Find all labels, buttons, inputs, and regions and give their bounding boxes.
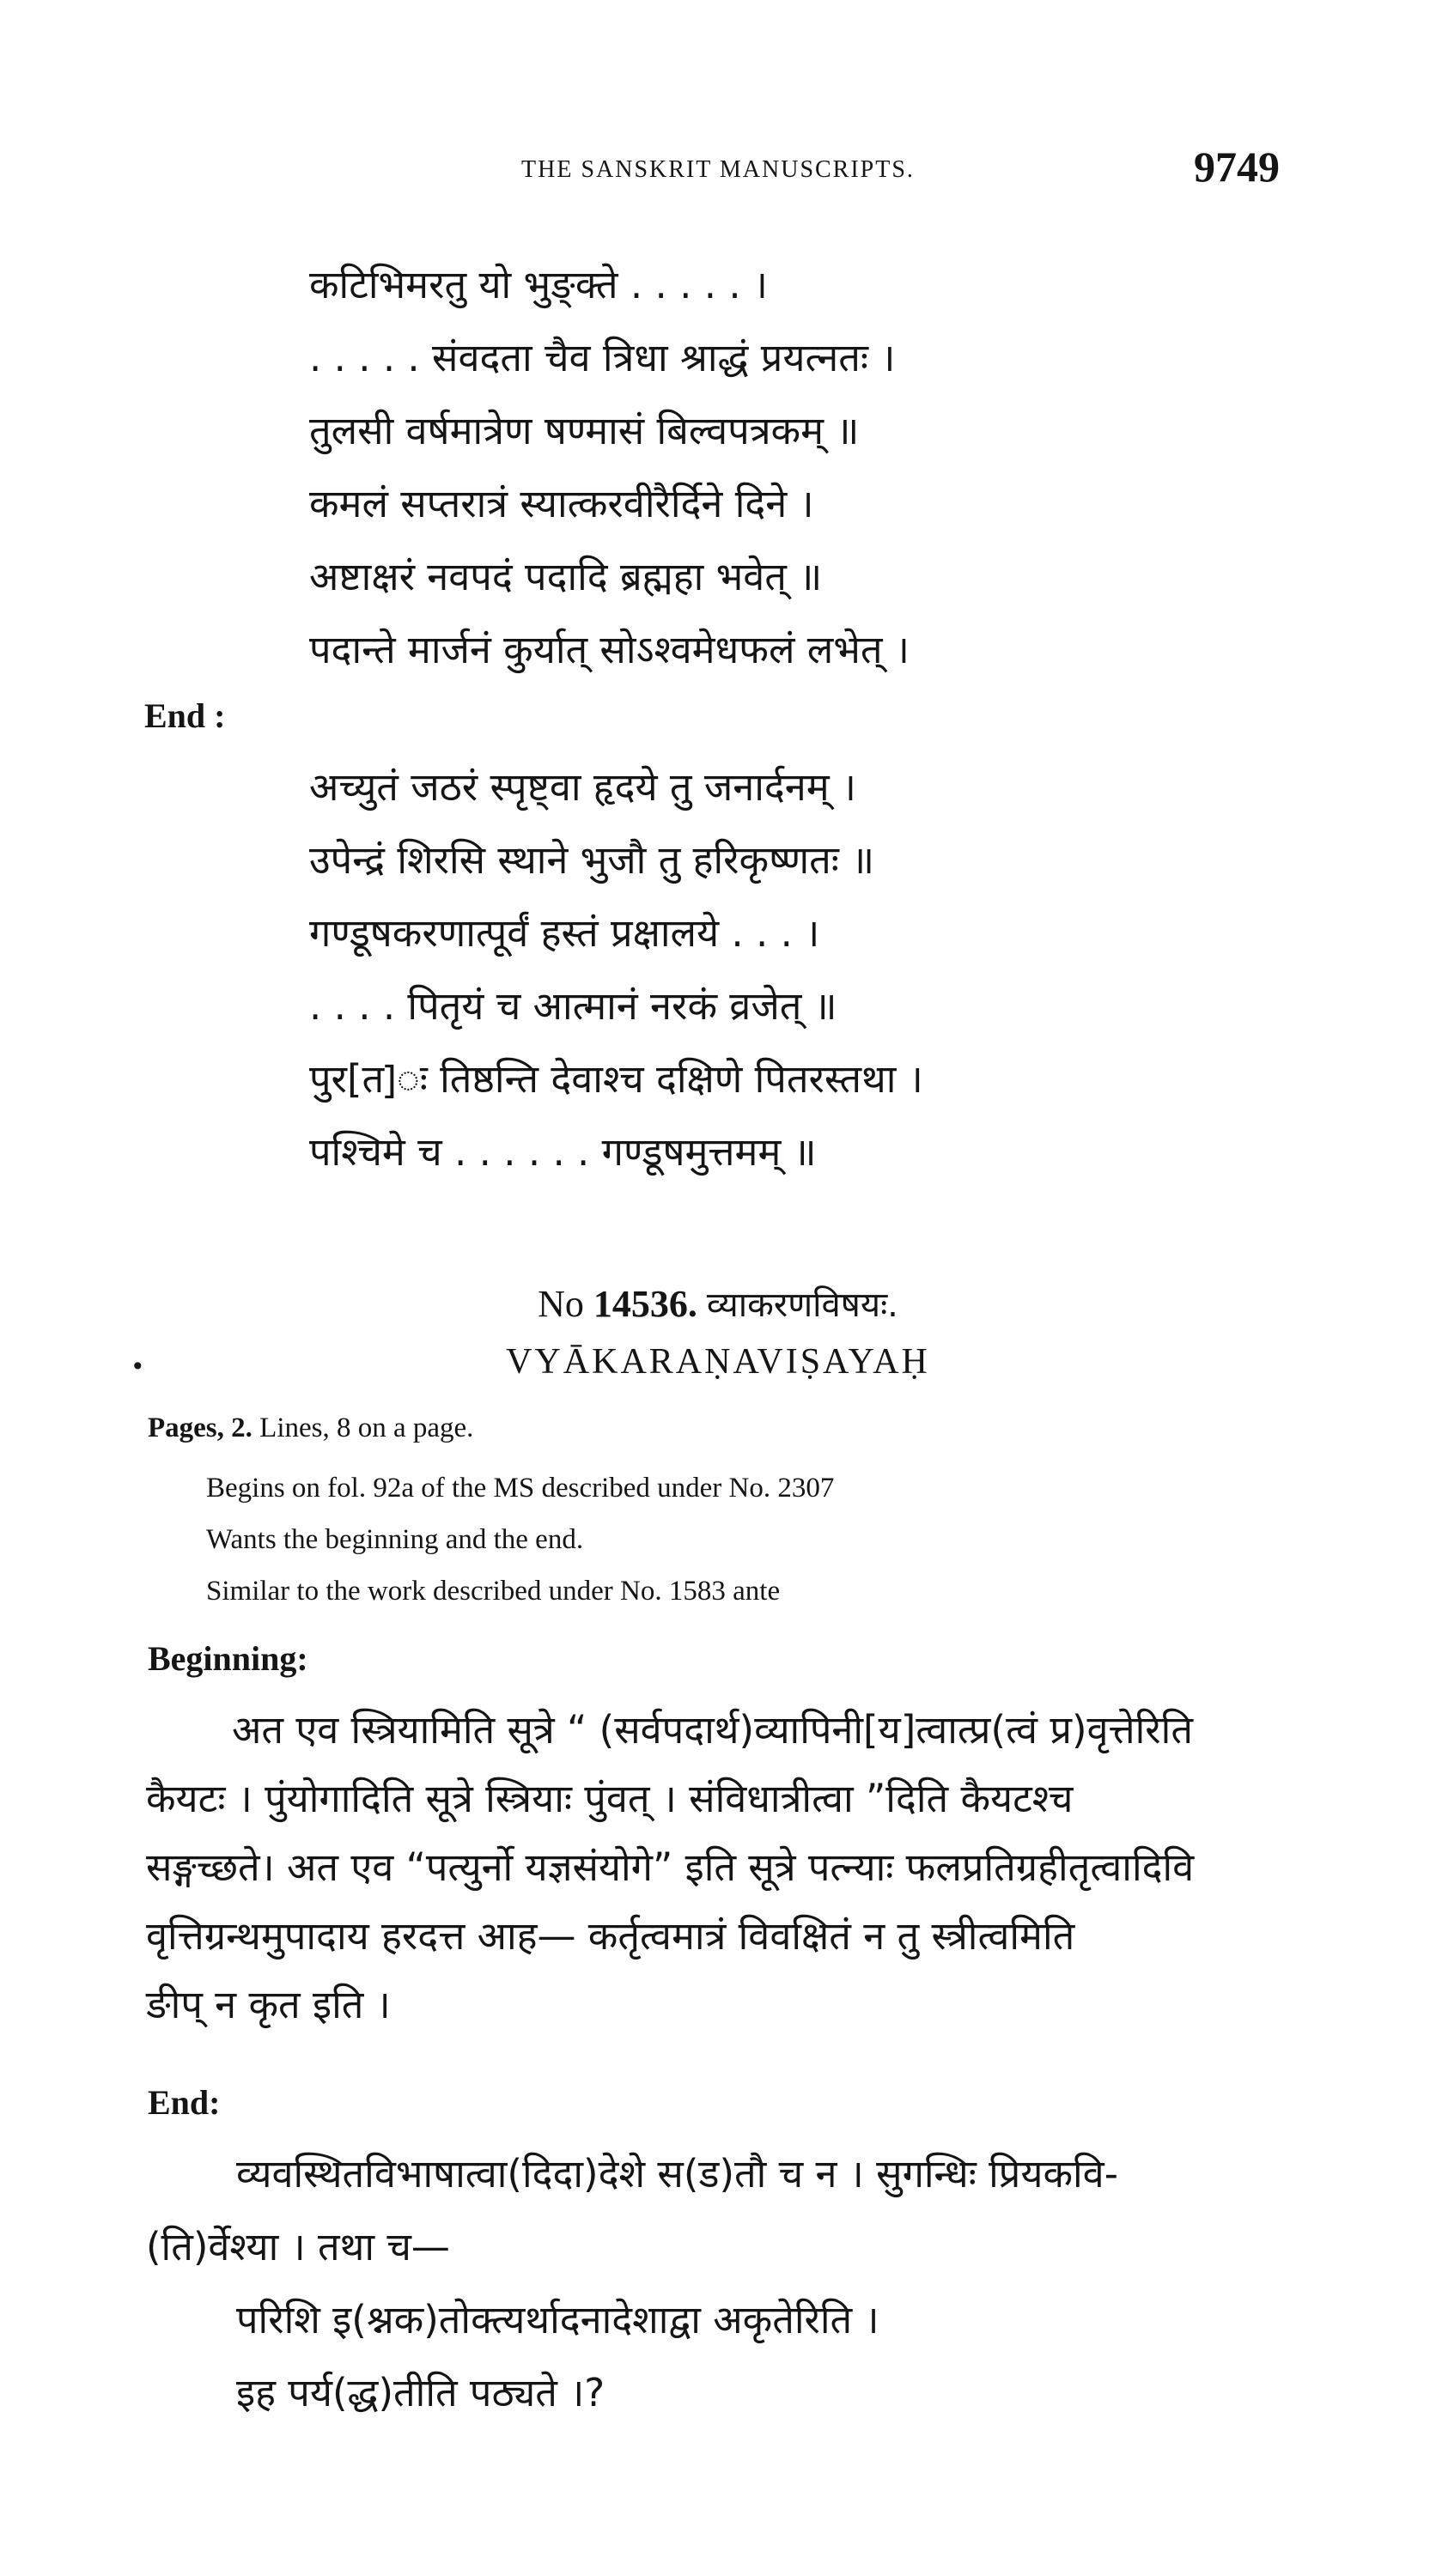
entry-number-prefix: No [538, 1283, 584, 1325]
entry-number: 14536. [593, 1283, 697, 1325]
beginning-paragraph [146, 1696, 1288, 2039]
verse-line: कटिभिमरतु यो भुङ्क्ते . . . . . । [309, 262, 768, 307]
bullet-mark: • [131, 1352, 145, 1381]
beginning-line: ङीप् न कृत इति । [146, 1982, 391, 2027]
beginning-line: सङ्गच्छते। अत एव “पत्युर्नो यज्ञसंयोगे” इति सूत्रे पत्न्याः फलप्रतिग्रहीतृत्वादिवि [146, 1844, 1195, 1890]
beginning-label: Beginning: [148, 1639, 308, 1678]
end-label: End : [144, 696, 226, 735]
entry-title-transliteration: VYĀKARAṆAVIṢAYAḤ [506, 1342, 930, 1382]
note-line: Similar to the work described under No. 1583 ante [206, 1576, 781, 1607]
beginning-line: वृत्तिग्रन्थमुपादाय हरदत्त आह— कर्तृत्वमात्रं विवक्षितं न तु स्त्रीत्वमिति [146, 1913, 1075, 1959]
end-verse-line: अच्युतं जठरं स्पृष्ट्वा हृदये तु जनार्दनम् । [309, 764, 856, 810]
verse-line: कमलं सप्तरात्रं स्यात्करवीरैर्दिने दिने । [309, 481, 814, 526]
end-verse-line: . . . . पितृयं च आत्मानं नरकं व्रजेत् ॥ [309, 983, 837, 1029]
running-title: THE SANSKRIT MANUSCRIPTS. [521, 156, 915, 183]
end-verse-line: उपेन्द्रं शिरसि स्थाने भुजौ तु हरिकृष्णतः ॥ [309, 837, 875, 883]
verse-line: अष्टाक्षरं नवपदं पदादि ब्रह्महा भवेत् ॥ [309, 554, 823, 599]
end-line: परिशि इ(श्नक)तोक्त्यर्थादनादेशाद्वा अकृतेरिति । [236, 2297, 879, 2342]
verse-line: . . . . . संवदता चैव त्रिधा श्राद्धं प्रयत्नतः । [309, 335, 896, 380]
end-line: (ति)र्वेश्या । तथा च— [146, 2224, 450, 2269]
note-line: Begins on fol. 92a of the MS described under No. 2307 [206, 1473, 835, 1504]
note-line: Wants the beginning and the end. [206, 1524, 584, 1555]
end-label: End: [148, 2083, 221, 2122]
pages-lines-info [148, 1413, 473, 1444]
beginning-line: कैयटः । पुंयोगादिति सूत्रे स्त्रियाः पुंवत् । संविधात्रीत्वा ”दिति कैयटश्च [146, 1776, 1074, 1821]
page-number: 9749 [1194, 143, 1280, 191]
end-verse-line: पश्चिमे च . . . . . . गण्डूषमुत्तमम् ॥ [309, 1129, 817, 1175]
end-line: व्यवस्थितविभाषात्वा(दिदा)देशे स(ड)तौ च न । सुगन्धिः प्रियकवि- [236, 2151, 1118, 2196]
end-line: इह पर्य(द्ध)तीति पठ्यते ।? [236, 2370, 605, 2415]
end-verse-line: पुर[त]ः तिष्ठन्ति देवाश्च दक्षिणे पितरस्तथा । [309, 1056, 923, 1102]
end-verse-line: गण्डूषकरणात्पूर्वं हस्तं प्रक्षालये . . . । [309, 910, 820, 956]
beginning-line: अत एव स्त्रियामिति सूत्रे “ (सर्वपदार्थ)व्यापिनी[य]त्वात्प्र(त्वं प्र)वृत्तेरिति [232, 1707, 1193, 1753]
entry-title-devanagari: व्याकरणविषयः. [706, 1285, 898, 1325]
pages-label: Pages, 2. [148, 1413, 253, 1443]
entry-heading [0, 1279, 1436, 1327]
verse-line: पदान्ते मार्जनं कुर्यात् सोऽश्वमेधफलं लभेत् । [309, 627, 910, 672]
verse-line: तुलसी वर्षमात्रेण षण्मासं बिल्वपत्रकम् ॥ [309, 408, 860, 453]
lines-text: Lines, 8 on a page. [259, 1413, 474, 1443]
